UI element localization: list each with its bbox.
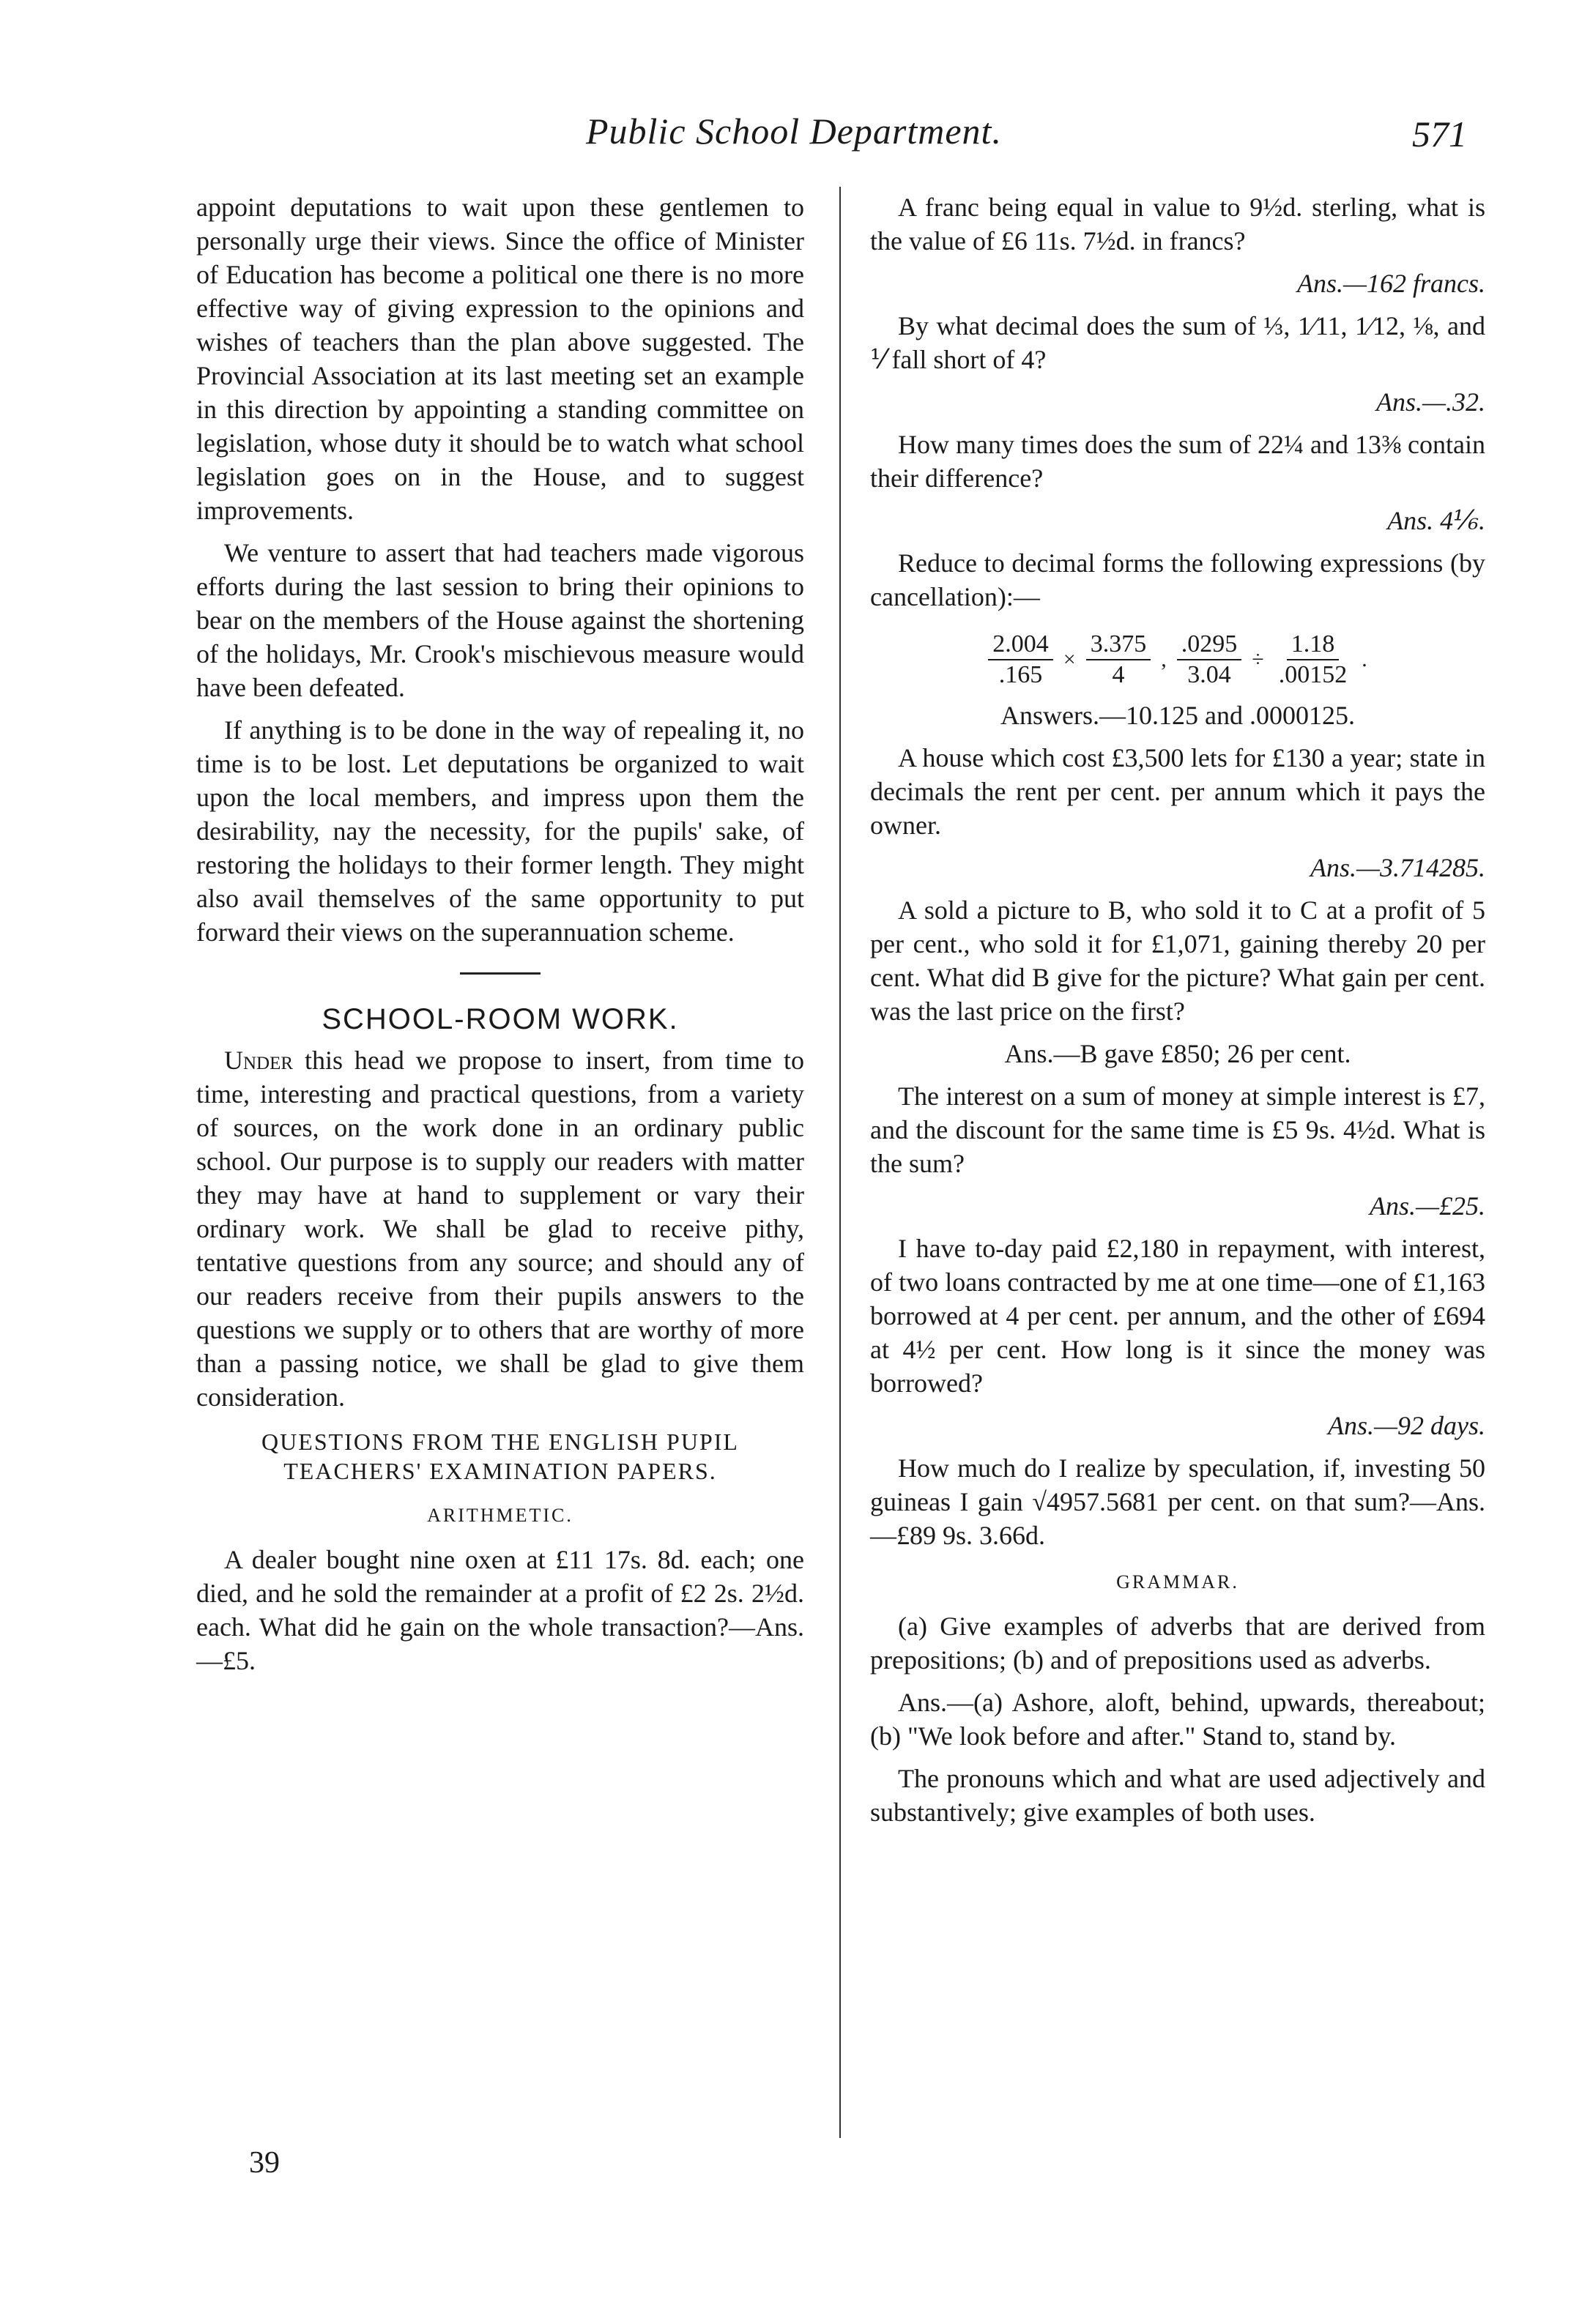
fraction-3-denominator: 3.04: [1187, 661, 1231, 688]
page-number: 571: [1412, 113, 1467, 154]
fraction-4: [1274, 630, 1352, 690]
division-sign: ÷: [1252, 647, 1264, 671]
answer-adverbs: Ans.—(a) Ashore, aloft, behind, upwards, thereabout; (b) "We look before and after." Stand to, stand by.: [870, 1688, 1485, 1751]
fraction-4-denominator: .00152: [1278, 661, 1348, 688]
fraction-1-denominator: .165: [998, 661, 1043, 688]
paragraph-repealing: If anything is to be done in the way of repealing it, no time is to be lost. Let deputations be organized to wait upon the local members, and impress upon them the desirability, nay the necessity, for the pupils' sake, of restoring the holidays to their former length. They might also avail themselves of the same opportunity to put forward their views on the superannuation scheme.: [196, 715, 804, 947]
answer-loan: Ans.—92 days.: [1328, 1411, 1485, 1440]
fraction-2-numerator: 3.375: [1086, 630, 1151, 660]
fraction-expressions: [870, 630, 1485, 690]
question-loan: I have to-day paid £2,180 in repayment, with interest, of two loans contracted by me at one time—one of £1,163 borrowed at 4 per cent. per annum, and the other of £694 at 4½ per cent. How long is it since the money was borrowed?: [870, 1234, 1485, 1398]
column-divider: [839, 187, 841, 2138]
question-speculation: How much do I realize by speculation, if, investing 50 guineas I gain √4957.5681 per cent. on that sum?—Ans.—£89 9s. 3.66d.: [870, 1453, 1485, 1550]
paragraph-holidays: We venture to assert that had teachers made vigorous efforts during the last session to bring their opinions to bear on the members of the House against the shortening of the holidays, Mr. Crook's mischievous measure would have been defeated.: [196, 538, 804, 702]
fraction-3: [1177, 630, 1242, 690]
section-heading: SCHOOL-ROOM WORK.: [322, 1003, 679, 1035]
answer-reduce: Answers.—10.125 and .0000125.: [1000, 701, 1355, 730]
question-adverbs: (a) Give examples of adverbs that are derived from prepositions; (b) and of prepositions used as adverbs.: [870, 1612, 1485, 1675]
fraction-2: [1086, 630, 1151, 690]
questions-heading: QUESTIONS FROM THE ENGLISH PUPIL TEACHERS' EXAMINATION PAPERS.: [261, 1429, 739, 1484]
signature-mark: 39: [249, 2146, 280, 2180]
grammar-heading: GRAMMAR.: [1116, 1571, 1239, 1593]
intro-body: this head we propose to insert, from time to time, interesting and practical questions, from a variety of sources, on the work done in an ordinary public school. Our purpose is to supply our readers with matter they may have at hand to supplement or vary their ordinary work. We shall be glad to receive pithy, tentative questions from any source; and should any of our readers receive from their pupils answers to the questions we supply or to others that are worthy of more than a passing notice, we shall be glad to give them consideration.: [196, 1046, 804, 1412]
fraction-1-numerator: 2.004: [988, 630, 1053, 660]
question-house: A house which cost £3,500 lets for £130 a year; state in decimals the rent per cent. per annum which it pays the owner.: [870, 743, 1485, 840]
fraction-2-denominator: 4: [1112, 661, 1125, 688]
right-column: [870, 190, 1485, 1838]
question-pronouns: The pronouns which and what are used adjectively and substantively; give examples of both uses.: [870, 1764, 1485, 1827]
answer-times: Ans. 4⅙.: [1387, 506, 1485, 535]
left-column: [196, 190, 804, 1686]
comma: ,: [1161, 647, 1167, 671]
question-dealer: A dealer bought nine oxen at £11 17s. 8d. each; one died, and he sold the remainder at a profit of £2 2s. 2½d. each. What did he gain on the whole transaction?—Ans.—£5.: [196, 1545, 804, 1675]
question-times: How many times does the sum of 22¼ and 13⅜ contain their difference?: [870, 430, 1485, 493]
answer-house: Ans.—3.714285.: [1310, 853, 1485, 882]
intro-lead: Under: [224, 1046, 294, 1075]
question-decimal: By what decimal does the sum of ⅓, 1⁄11, 1⁄12, ⅛, and ⅟ fall short of 4?: [870, 311, 1485, 374]
times-sign: ×: [1063, 647, 1076, 671]
fraction-3-numerator: .0295: [1177, 630, 1242, 660]
running-header: [0, 110, 1582, 168]
paragraph-deputations: appoint deputations to wait upon these gentlemen to personally urge their views. Since the office of Minister of Education has become a political one there is no more effective way of giving expression to the opinions and wishes of teachers than the plan above suggested. The Provincial Association at its last meeting set an example in this direction by appointing a standing committee on legislation, whose duty it should be to watch what school legislation goes on in the House, and to suggest improvements.: [196, 193, 804, 525]
fraction-4-numerator: 1.18: [1287, 630, 1340, 660]
answer-franc: Ans.—162 francs.: [1296, 269, 1485, 298]
answer-picture: Ans.—B gave £850; 26 per cent.: [1004, 1039, 1351, 1068]
section-separator: [460, 972, 541, 975]
question-picture: A sold a picture to B, who sold it to C at a profit of 5 per cent., who sold it for £1,071, gaining thereby 20 per cent. What did B give for the picture? What gain per cent. was the last price on the first?: [870, 895, 1485, 1026]
answer-interest: Ans.—£25.: [1369, 1191, 1485, 1221]
fraction-1: [988, 630, 1053, 690]
running-title: Public School Department.: [586, 111, 1002, 152]
question-franc: A franc being equal in value to 9½d. sterling, what is the value of £6 11s. 7½d. in francs?: [870, 193, 1485, 256]
period: .: [1362, 647, 1367, 671]
arithmetic-heading: ARITHMETIC.: [427, 1505, 573, 1526]
question-interest: The interest on a sum of money at simple interest is £7, and the discount for the same time is £5 9s. 4½d. What is the sum?: [870, 1081, 1485, 1178]
answer-decimal: Ans.—.32.: [1375, 387, 1485, 417]
paragraph-intro: [196, 1043, 804, 1414]
question-reduce: Reduce to decimal forms the following expressions (by cancellation):—: [870, 548, 1485, 611]
